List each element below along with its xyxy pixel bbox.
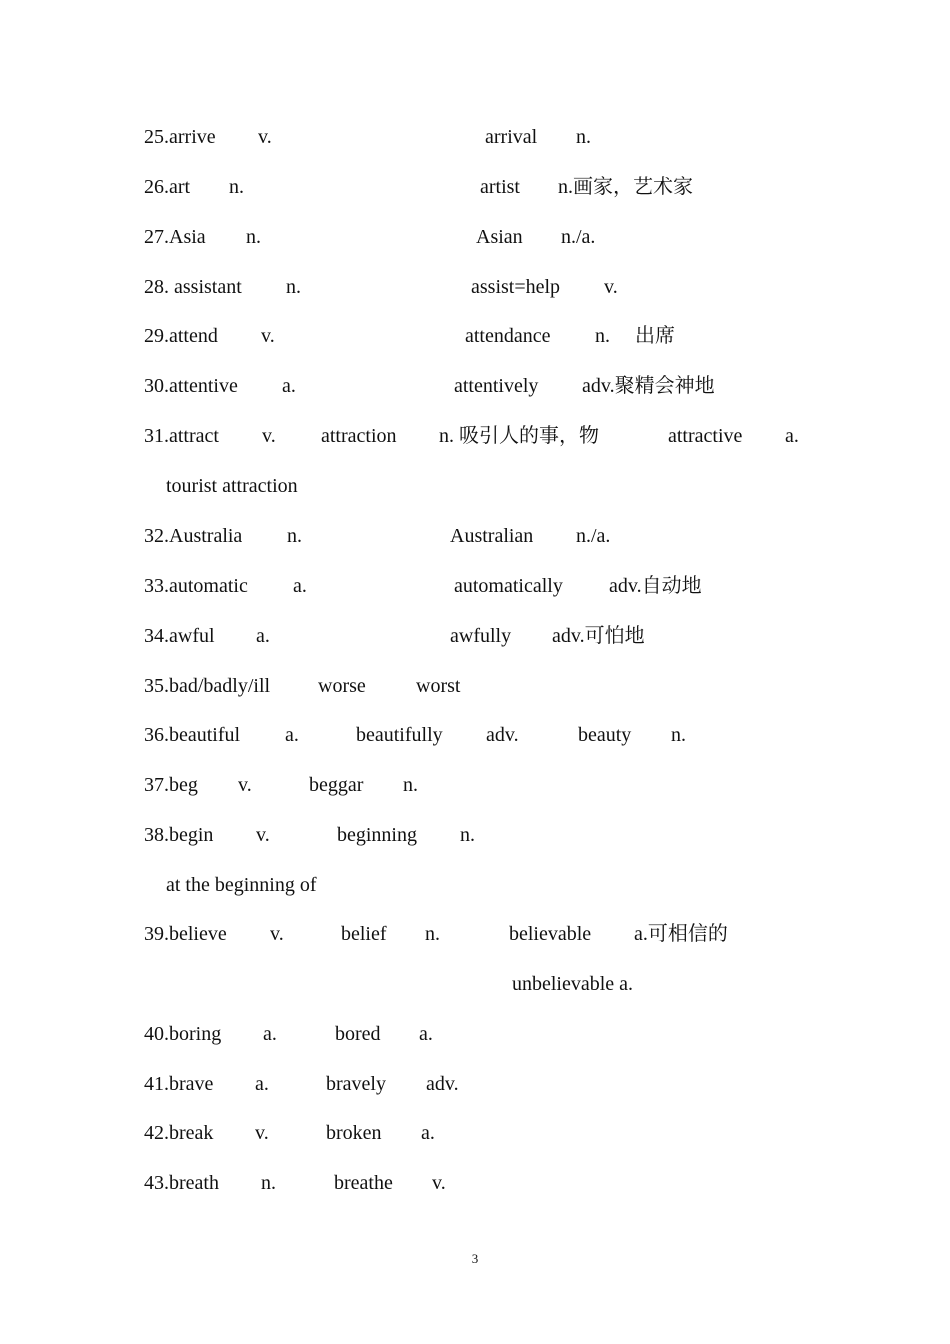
derived-pos: n. 吸引人的事，物 <box>439 425 599 447</box>
derived-pos-2: n. <box>671 724 686 746</box>
entry-word: 39.believe <box>144 923 227 945</box>
derived-pos-2: a. <box>785 425 799 447</box>
entry-pos: n. <box>287 525 302 547</box>
derived-word: automatically <box>454 575 563 597</box>
derived-word: Asian <box>476 226 523 248</box>
entry-pos: v. <box>256 824 270 846</box>
usage-note: at the beginning of <box>166 874 317 896</box>
entry-word: 35.bad/badly/ill <box>144 675 271 697</box>
derived-pos: adv.自动地 <box>609 575 702 597</box>
entry-word: 37.beg <box>144 774 198 796</box>
derived-word: beginning <box>337 824 417 846</box>
derived-pos: adv.可怕地 <box>552 625 645 647</box>
entry-word: 34.awful <box>144 625 215 647</box>
entry-word: 28. assistant <box>144 276 242 298</box>
entry-pos: v. <box>261 325 275 347</box>
superlative: worst <box>416 675 461 697</box>
entry-word: 42.break <box>144 1122 214 1144</box>
entry-word: 43.breath <box>144 1172 219 1194</box>
entry-word: 41.brave <box>144 1073 214 1095</box>
entry-pos: a. <box>285 724 299 746</box>
entry-word: 36.beautiful <box>144 724 241 746</box>
derived-pos: adv. <box>486 724 519 746</box>
derived-pos: n. <box>425 923 440 945</box>
entry-word: 29.attend <box>144 325 218 347</box>
derived-pos: n. <box>576 126 591 148</box>
derived-pos: v. <box>604 276 618 298</box>
derived-pos: n. <box>595 325 610 347</box>
derived-word: attraction <box>321 425 397 447</box>
entry-pos: a. <box>263 1023 277 1045</box>
entry-pos: a. <box>255 1073 269 1095</box>
entry-word: 31.attract <box>144 425 219 447</box>
comparative: worse <box>318 675 366 697</box>
derived-pos: adv. <box>426 1073 459 1095</box>
derived-word-2: believable <box>509 923 592 945</box>
entry-word: 26.art <box>144 176 191 198</box>
derived-word: artist <box>480 176 520 198</box>
entry-word: 25.arrive <box>144 126 216 148</box>
usage-note: unbelievable a. <box>512 973 634 995</box>
derived-pos: a. <box>421 1122 435 1144</box>
derived-word: assist=help <box>471 276 561 298</box>
entry-pos: n. <box>229 176 244 198</box>
entry-word: 33.automatic <box>144 575 248 597</box>
entry-pos: n. <box>286 276 301 298</box>
entry-pos: n. <box>261 1172 276 1194</box>
entry-word: 27.Asia <box>144 226 206 248</box>
entry-pos: v. <box>255 1122 269 1144</box>
derived-word-2: beauty <box>578 724 632 746</box>
entry-pos: a. <box>293 575 307 597</box>
derived-word: bored <box>335 1023 381 1045</box>
derived-pos-2: a.可相信的 <box>634 923 728 945</box>
derived-word: awfully <box>450 625 512 647</box>
derived-word: breathe <box>334 1172 393 1194</box>
derived-word-2: attractive <box>668 425 743 447</box>
entry-pos: v. <box>262 425 276 447</box>
derived-word: belief <box>341 923 387 945</box>
derived-word: attentively <box>454 375 539 397</box>
entry-pos: n. <box>246 226 261 248</box>
entry-pos: a. <box>282 375 296 397</box>
derived-pos: n./a. <box>561 226 596 248</box>
derived-pos: n.画家，艺术家 <box>558 176 693 198</box>
derived-pos: a. <box>419 1023 433 1045</box>
entry-pos: v. <box>270 923 284 945</box>
entry-pos: v. <box>258 126 272 148</box>
derived-word: beautifully <box>356 724 443 746</box>
page-number: 3 <box>471 1251 479 1266</box>
derived-word: broken <box>326 1122 382 1144</box>
derived-pos: n. <box>403 774 418 796</box>
entry-word: 30.attentive <box>144 375 238 397</box>
derived-pos: v. <box>432 1172 446 1194</box>
entry-word: 32.Australia <box>144 525 243 547</box>
derived-word: attendance <box>465 325 551 347</box>
derived-word: bravely <box>326 1073 386 1095</box>
entry-word: 38.begin <box>144 824 214 846</box>
derived-pos: adv.聚精会神地 <box>582 375 715 397</box>
entry-word: 40.boring <box>144 1023 222 1045</box>
derived-pos: n. <box>460 824 475 846</box>
derived-word: beggar <box>309 774 364 796</box>
derived-word: Australian <box>450 525 534 547</box>
usage-note: tourist attraction <box>166 475 298 497</box>
entry-pos: a. <box>256 625 270 647</box>
derived-pos: n./a. <box>576 525 611 547</box>
entry-pos: v. <box>238 774 252 796</box>
gloss: 出席 <box>635 325 675 347</box>
derived-word: arrival <box>485 126 538 148</box>
